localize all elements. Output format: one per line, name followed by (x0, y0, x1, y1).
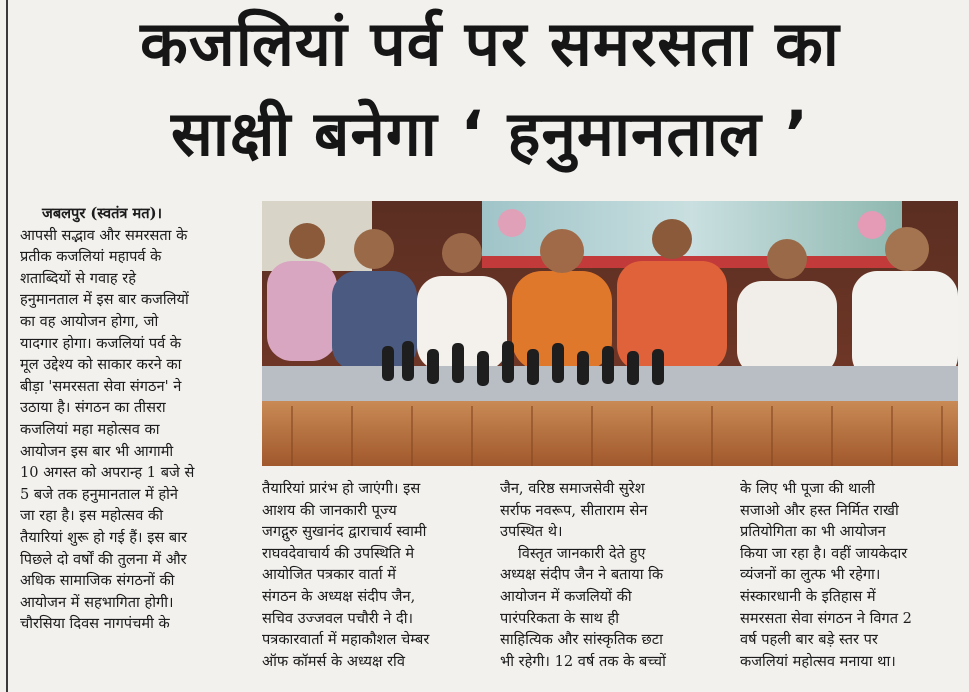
body-line: कजलियां महा महोत्सव का (20, 420, 160, 438)
body-line: कजलियां महोत्सव मनाया था। (740, 652, 896, 670)
body-line: जा रहा है। इस महोत्सव की (20, 507, 164, 525)
body-line: विस्तृत जानकारी देते हुए (518, 544, 646, 562)
body-line: आयोजन में सहभागिता होगी। (20, 593, 174, 611)
article-column-1 (20, 203, 252, 635)
body-line: उठाया है। संगठन का तीसरा (20, 399, 166, 417)
body-line: आयोजित पत्रकार वार्ता में (262, 566, 397, 584)
body-line: के लिए भी पूजा की थाली (740, 480, 875, 497)
body-line: आपसी सद्भाव और समरसता के (20, 226, 188, 244)
body-line: संगठन के अध्यक्ष संदीप जैन, (262, 587, 416, 605)
body-line: भी रहेगी। 12 वर्ष तक के बच्चों (500, 652, 666, 670)
body-line: यादगार होगा। कजलियां पर्व के (20, 334, 182, 352)
body-line: प्रतीक कजलियां महापर्व के (20, 248, 162, 266)
body-line: का वह आयोजन होगा, जो (20, 312, 159, 330)
body-line: ऑफ कॉमर्स के अध्यक्ष रवि (262, 652, 405, 670)
body-line: 5 बजे तक हनुमानताल में होने (20, 485, 178, 503)
body-line: पिछले दो वर्षों की तुलना में और (20, 550, 187, 568)
body-line: तैयारियां प्रारंभ हो जाएंगी। इस (262, 480, 421, 497)
body-line: समरसता सेवा संगठन ने विगत 2 (740, 609, 912, 627)
body-line: जैन, वरिष्ठ समाजसेवी सुरेश (500, 480, 645, 497)
body-line: तैयारियां शुरू हो गई हैं। इस बार (20, 528, 187, 546)
body-line: अध्यक्ष संदीप जैन ने बताया कि (500, 566, 664, 584)
headline-line-1: कजलियां पर्व पर समरसता का (140, 7, 840, 80)
body-line: पत्रकारवार्ता में महाकौशल चेम्बर (262, 631, 430, 649)
body-line: वर्ष पहली बार बड़े स्तर पर (740, 631, 878, 649)
body-line: साहित्यिक और सांस्कृतिक छटा (500, 631, 663, 649)
body-line: मूल उद्देश्य को साकार करने का (20, 356, 182, 374)
body-line: आशय की जानकारी पूज्य (262, 501, 397, 519)
column-rule (6, 0, 8, 692)
body-line: 10 अगस्त को अपरान्ह 1 बजे से (20, 464, 195, 482)
article-column-3 (500, 478, 720, 672)
body-line: संस्कारधानी के इतिहास में (740, 587, 876, 605)
article-column-4 (740, 478, 958, 672)
body-line: राघवदेवाचार्य की उपस्थिति मे (262, 544, 415, 562)
press-conference-photo (262, 201, 958, 466)
body-line: उपस्थित थे। (500, 523, 563, 541)
body-line: सचिव उज्जवल पचौरी ने दी। (262, 609, 414, 627)
body-line: पारंपरिकता के साथ ही (500, 609, 620, 627)
body-line: सजाओ और हस्त निर्मित राखी (740, 501, 899, 519)
body-line: चौरसिया दिवस नागपंचमी के (20, 615, 170, 633)
body-line: किया जा रहा है। वहीं जायकेदार (740, 544, 908, 562)
photo-illustration (262, 201, 958, 466)
article-column-2 (262, 478, 478, 672)
body-line: शताब्दियों से गवाह रहे (20, 269, 137, 287)
dateline: जबलपुर (स्वतंत्र मत)। (42, 205, 163, 222)
body-line: जगद्गुरु सुखानंद द्वाराचार्य स्वामी (262, 523, 427, 541)
body-line: अधिक सामाजिक संगठनों की (20, 572, 175, 590)
body-line: प्रतियोगिता का भी आयोजन (740, 523, 886, 541)
body-line: बीड़ा 'समरसता सेवा संगठन' ने (20, 377, 182, 395)
body-line: सर्राफ नवरूप, सीताराम सेन (500, 501, 648, 519)
headline-line-2: साक्षी बनेगा ‘ हनुमानताल ’ (170, 97, 809, 170)
body-line: आयोजन इस बार भी आगामी (20, 442, 174, 460)
body-line: हनुमानताल में इस बार कजलियों (20, 291, 189, 309)
body-line: आयोजन में कजलियों की (500, 587, 632, 605)
body-line: व्यंजनों का लुत्फ भी रहेगा। (740, 566, 881, 584)
